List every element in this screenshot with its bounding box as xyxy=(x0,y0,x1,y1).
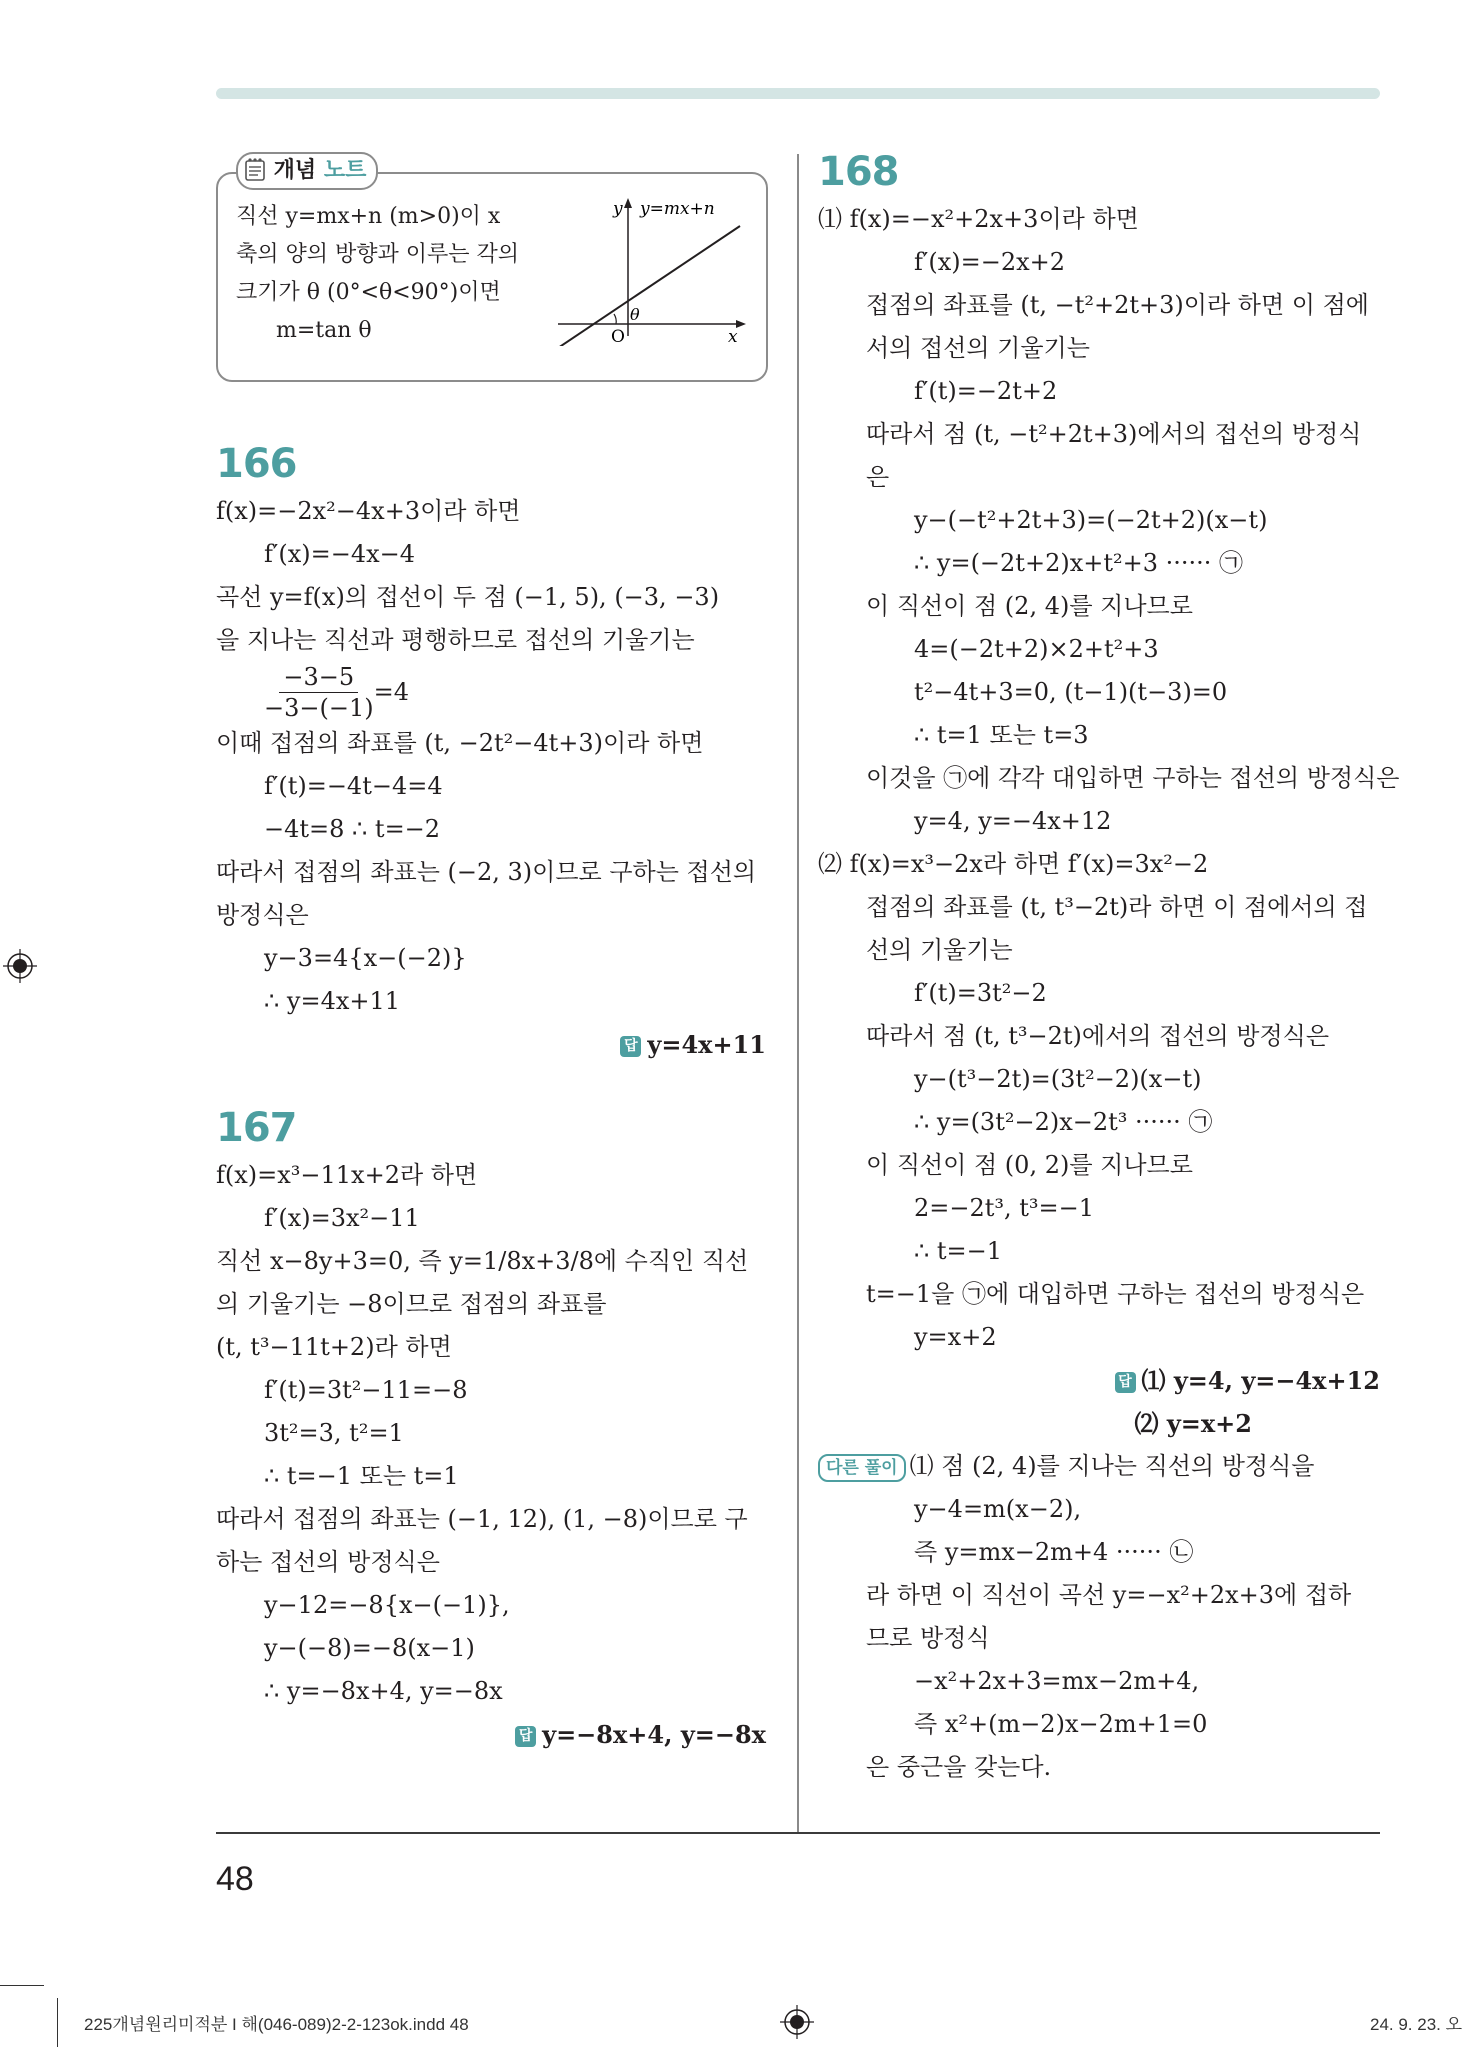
origin-label: O xyxy=(611,327,625,346)
top-decoration-bar xyxy=(216,88,1380,99)
solution-line: y−(−8)=−8(x−1) xyxy=(264,1634,475,1662)
solution-line: f′(t)=3t²−2 xyxy=(914,979,1047,1007)
answer-line xyxy=(216,1713,766,1756)
solution-line: y−(t³−2t)=(3t²−2)(x−t) xyxy=(914,1065,1202,1093)
solution-line: f′(x)=3x²−11 xyxy=(264,1204,420,1232)
concept-note-title xyxy=(236,152,378,190)
solution-line: 따라서 점 (t, t³−2t)에서의 접선의 방정식은 xyxy=(866,1022,1330,1050)
solution-line: t=−1을 ㉠에 대입하면 구하는 접선의 방정식은 xyxy=(866,1280,1365,1308)
answer-line xyxy=(818,1402,1380,1445)
concept-note-line: 축의 양의 방향과 이루는 각의 xyxy=(236,242,519,267)
solution-line: f′(t)=3t²−11=−8 xyxy=(264,1376,468,1404)
fraction-line xyxy=(216,662,766,722)
solution-line: ∴ y=(3t²−2)x−2t³ ······ ㉠ xyxy=(914,1108,1213,1136)
concept-note-line: m=tan θ xyxy=(276,318,372,343)
solution-line: ∴ y=4x+11 xyxy=(264,987,401,1015)
spacer xyxy=(216,1066,766,1102)
concept-note-text xyxy=(236,198,566,350)
alt-solution-badge: 다른 풀이 xyxy=(818,1454,906,1482)
concept-note-title-a: 개념 xyxy=(273,158,317,183)
angle-label: θ xyxy=(630,305,640,324)
answer-text: y=−8x+4, y=−8x xyxy=(542,1720,766,1749)
solution-line: ⑴ f(x)=−x²+2x+3이라 하면 xyxy=(818,205,1139,233)
solution-line: 하는 접선의 방정식은 xyxy=(216,1548,440,1576)
answer-line xyxy=(216,1023,766,1066)
problem-number: 167 xyxy=(216,1105,297,1151)
solution-line: y−(−t²+2t+3)=(−2t+2)(x−t) xyxy=(914,506,1268,534)
answer-text: y=4x+11 xyxy=(647,1030,766,1059)
column-divider xyxy=(797,154,799,1832)
problem-number: 168 xyxy=(818,149,899,195)
solution-line: 3t²=3, t²=1 xyxy=(264,1419,404,1447)
solution-line: y=x+2 xyxy=(914,1323,997,1351)
footer-date: 24. 9. 23. 오 xyxy=(1370,2015,1463,2034)
solution-line: f(x)=x³−11x+2라 하면 xyxy=(216,1161,478,1189)
solution-line: y−12=−8{x−(−1)}, xyxy=(264,1591,510,1619)
solution-line: (t, t³−11t+2)라 하면 xyxy=(216,1333,452,1361)
solution-line: 라 하면 이 직선이 곡선 y=−x²+2x+3에 접하 xyxy=(866,1581,1352,1609)
solution-line: 곡선 y=f(x)의 접선이 두 점 (−1, 5), (−3, −3) xyxy=(216,583,720,611)
solution-line: y−3=4{x−(−2)} xyxy=(264,944,467,972)
concept-note-graph xyxy=(558,196,758,346)
concept-note-line: 직선 y=mx+n (m>0)이 x xyxy=(236,204,501,229)
solution-line: 직선 x−8y+3=0, 즉 y=1/8x+3/8에 수직인 직선 xyxy=(216,1247,749,1275)
solution-line: ∴ y=(−2t+2)x+t²+3 ······ ㉠ xyxy=(914,549,1244,577)
answer-badge: 답 xyxy=(620,1036,641,1057)
fraction-denominator: −3−(−1) xyxy=(264,693,374,722)
solution-line: 서의 접선의 기울기는 xyxy=(866,334,1090,362)
solution-line: ∴ t=1 또는 t=3 xyxy=(914,721,1089,749)
solution-line: f′(t)=−4t−4=4 xyxy=(264,772,443,800)
solution-line: f(x)=−2x²−4x+3이라 하면 xyxy=(216,497,521,525)
solution-line: 따라서 접점의 좌표는 (−2, 3)이므로 구하는 접선의 xyxy=(216,858,757,886)
solution-line: 의 기울기는 −8이므로 접점의 좌표를 xyxy=(216,1290,607,1318)
solution-line: 4=(−2t+2)×2+t²+3 xyxy=(914,635,1159,663)
solution-line: ∴ y=−8x+4, y=−8x xyxy=(264,1677,503,1705)
concept-note-title-b: 노트 xyxy=(323,158,367,183)
notepad-icon xyxy=(244,157,266,181)
y-axis-label: y xyxy=(613,199,623,219)
solution-line: 접점의 좌표를 (t, −t²+2t+3)이라 하면 이 점에 xyxy=(866,291,1369,319)
fraction-numerator: −3−5 xyxy=(279,662,358,693)
solution-line: t²−4t+3=0, (t−1)(t−3)=0 xyxy=(914,678,1228,706)
solution-line: 접점의 좌표를 (t, t³−2t)라 하면 이 점에서의 접 xyxy=(866,893,1368,921)
solution-line: 이것을 ㉠에 각각 대입하면 구하는 접선의 방정식은 xyxy=(866,764,1400,792)
solution-line: 은 xyxy=(866,463,890,491)
angle-arc xyxy=(614,314,616,324)
answer-text: ⑴ y=4, y=−4x+12 xyxy=(1141,1366,1380,1395)
solution-line: f′(x)=−2x+2 xyxy=(914,248,1065,276)
solution-line: 을 지나는 직선과 평행하므로 접선의 기울기는 xyxy=(216,626,695,654)
solution-line: f′(t)=−2t+2 xyxy=(914,377,1058,405)
solution-line: 이 직선이 점 (2, 4)를 지나므로 xyxy=(866,592,1193,620)
solution-line: 즉 y=mx−2m+4 ······ ㉡ xyxy=(914,1538,1194,1566)
registration-mark-icon xyxy=(780,2005,814,2039)
x-axis-label: x xyxy=(728,327,738,346)
registration-mark-icon xyxy=(3,949,37,983)
answer-badge: 답 xyxy=(515,1726,536,1747)
solution-line: y=4, y=−4x+12 xyxy=(914,807,1112,835)
solution-line: 따라서 점 (t, −t²+2t+3)에서의 접선의 방정식 xyxy=(866,420,1362,448)
bottom-rule xyxy=(216,1832,1380,1834)
solution-line: 이때 접점의 좌표를 (t, −2t²−4t+3)이라 하면 xyxy=(216,729,704,757)
solution-line: 은 중근을 갖는다. xyxy=(866,1753,1052,1781)
solution-line: −4t=8 ∴ t=−2 xyxy=(264,815,441,843)
answer-badge: 답 xyxy=(1115,1372,1136,1393)
problem-number: 166 xyxy=(216,441,297,487)
solution-line: 방정식은 xyxy=(216,901,309,929)
line-graph xyxy=(558,226,740,346)
right-column xyxy=(818,146,1400,1789)
solution-line: −x²+2x+3=mx−2m+4, xyxy=(914,1667,1200,1695)
curve-label: y=mx+n xyxy=(640,199,715,219)
footer-filename: 225개념원리미적분 I 해(046-089)2-2-123ok.indd 48 xyxy=(84,2015,469,2034)
y-axis-arrow xyxy=(624,198,632,208)
solution-line: 따라서 접점의 좌표는 (−1, 12), (1, −8)이므로 구 xyxy=(216,1505,748,1533)
solution-line: ⑵ f(x)=x³−2x라 하면 f′(x)=3x²−2 xyxy=(818,850,1209,878)
alt-solution-text: ⑴ 점 (2, 4)를 지나는 직선의 방정식을 xyxy=(909,1452,1315,1480)
concept-note-line: 크기가 θ (0°<θ<90°)이면 xyxy=(236,280,501,305)
solution-line: f′(x)=−4x−4 xyxy=(264,540,415,568)
crop-mark xyxy=(57,1998,58,2047)
solution-line: 2=−2t³, t³=−1 xyxy=(914,1194,1095,1222)
answer-text: ⑵ y=x+2 xyxy=(1134,1409,1252,1438)
alt-solution-line xyxy=(818,1445,1380,1488)
solution-line: 이 직선이 점 (0, 2)를 지나므로 xyxy=(866,1151,1193,1179)
solution-line: y−4=m(x−2), xyxy=(914,1495,1082,1523)
solution-line: 즉 x²+(m−2)x−2m+1=0 xyxy=(914,1710,1208,1738)
left-column xyxy=(216,438,766,1756)
answer-line xyxy=(818,1359,1380,1402)
crop-mark xyxy=(0,1985,44,1986)
fraction-tail: =4 xyxy=(373,678,409,706)
solution-line: 선의 기울기는 xyxy=(866,936,1013,964)
page-number: 48 xyxy=(216,1860,254,1898)
solution-line: ∴ t=−1 xyxy=(914,1237,1003,1265)
fraction xyxy=(264,662,374,723)
solution-line: ∴ t=−1 또는 t=1 xyxy=(264,1462,459,1490)
solution-line: 므로 방정식 xyxy=(866,1624,990,1652)
